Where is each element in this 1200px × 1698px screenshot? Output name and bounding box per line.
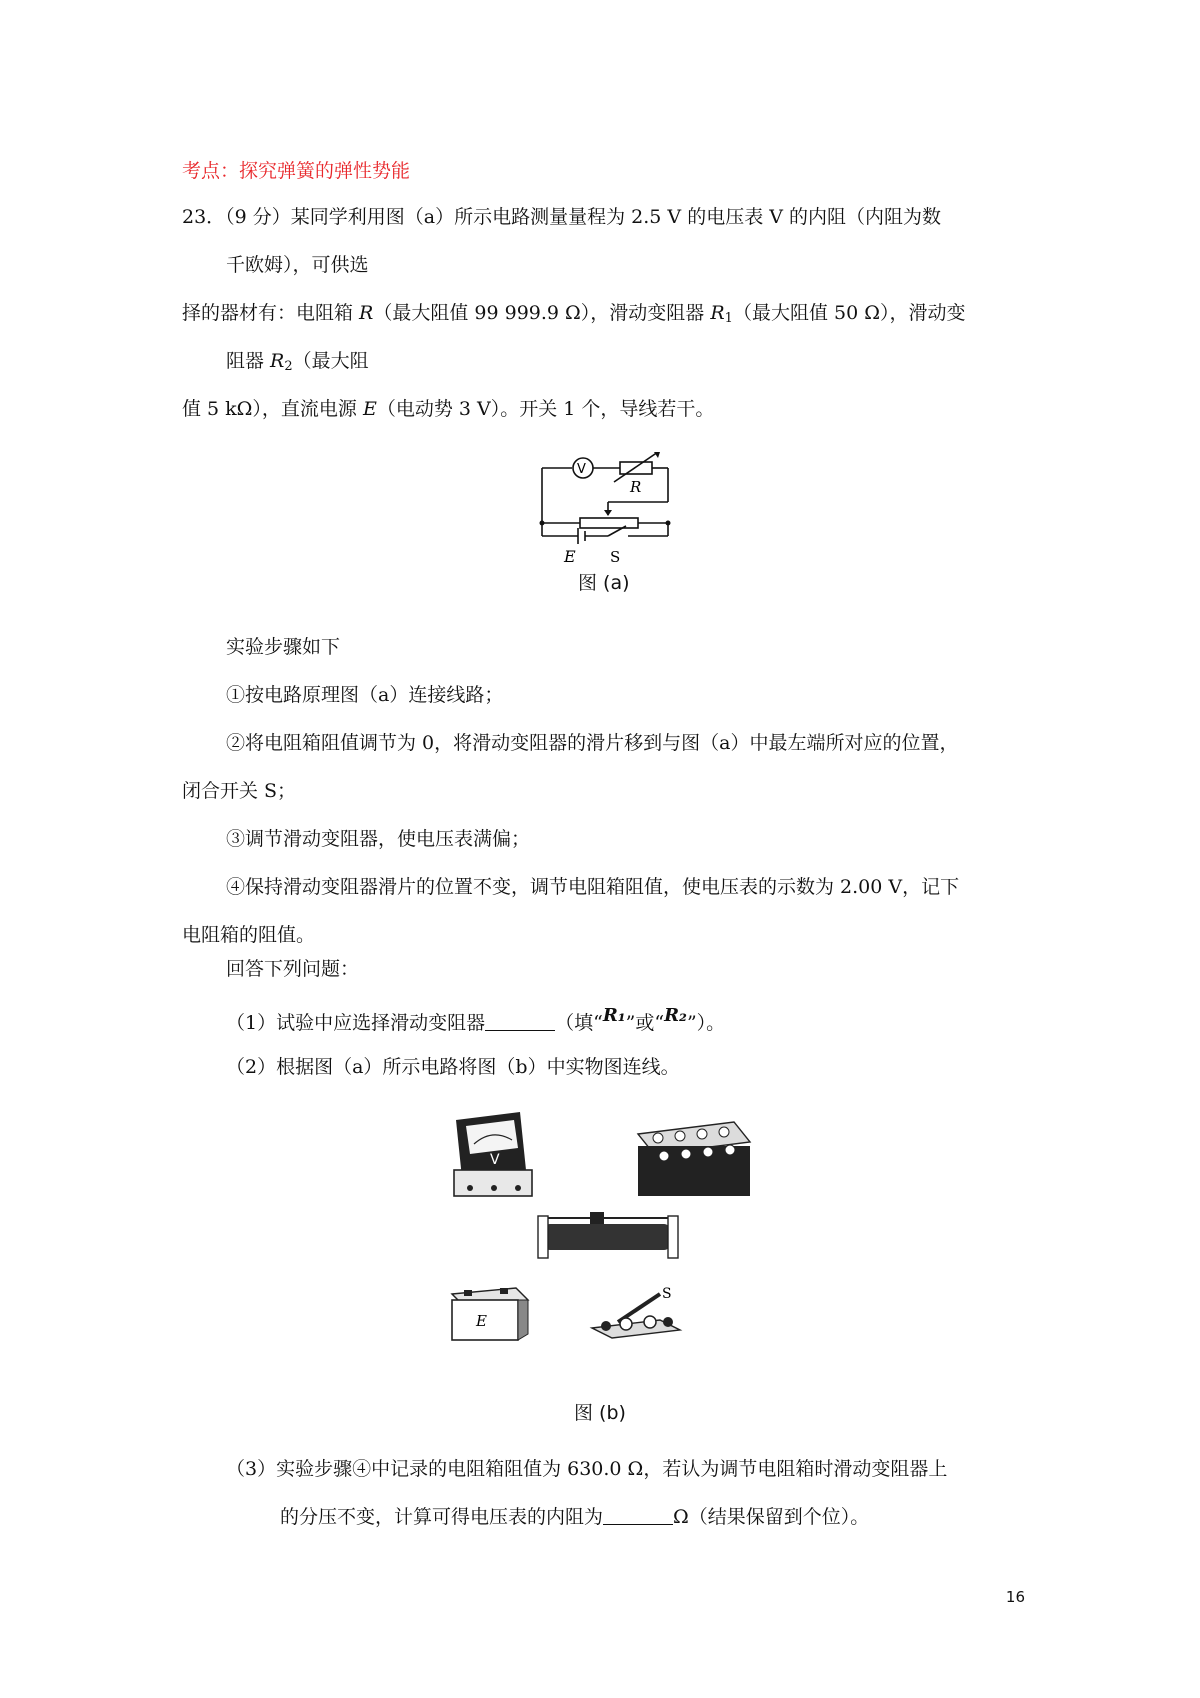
answer-blank-1[interactable]	[485, 1012, 555, 1031]
question-3-line2: 的分压不变，计算可得电压表的内阻为 Ω（结果保留到个位）。	[280, 1506, 870, 1528]
question-1: （1）试验中应选择滑动变阻器 （填“R₁”或“R₂”）。	[226, 1005, 726, 1034]
battery-drawing	[452, 1288, 528, 1340]
question-23-line2: 千欧姆），可供选	[226, 254, 369, 276]
step-4-line2: 电阻箱的阻值。	[182, 924, 316, 946]
figure-a-circuit	[530, 452, 680, 582]
step-2-line2: 闭合开关 S；	[182, 780, 297, 802]
switch-drawing-label: S	[662, 1286, 672, 1302]
step-3: ③调节滑动变阻器，使电压表满偏；	[226, 828, 531, 850]
rheostat-drawing	[538, 1212, 678, 1258]
step-2-line1: ②将电阻箱阻值调节为 0，将滑动变阻器的滑片移到与图（a）中最左端所对应的位置，	[226, 732, 959, 754]
resistance-box-drawing	[638, 1122, 750, 1196]
voltmeter-drawing-label: V	[490, 1152, 500, 1168]
step-4-line1: ④保持滑动变阻器滑片的位置不变，调节电阻箱阻值，使电压表的示数为 2.00 V，记下	[226, 876, 960, 898]
question-23-line1: 23．（9 分）某同学利用图（a）所示电路测量量程为 2.5 V 的电压表 V 的内阻（内阻为数	[182, 206, 941, 228]
resistor-label: R	[630, 478, 642, 496]
question-23-line3: 择的器材有：电阻箱 R（最大阻值 99 999.9 Ω），滑动变阻器 $R_1$（最大阻值 50 Ω），滑动变	[182, 302, 966, 326]
questions-intro: 回答下列问题：	[226, 958, 360, 980]
question-3-line1: （3）实验步骤④中记录的电阻箱阻值为 630.0 Ω，若认为调节电阻箱时滑动变阻器上	[226, 1458, 948, 1480]
voltmeter-label: V	[577, 462, 586, 477]
steps-intro: 实验步骤如下	[226, 636, 341, 658]
switch-drawing	[592, 1286, 680, 1338]
page-number: 16	[1005, 1588, 1025, 1606]
resistance-box-symbol	[620, 462, 652, 474]
figure-a-caption: 图 (a)	[578, 572, 630, 594]
battery-drawing-label: E	[476, 1312, 487, 1330]
question-23-line5: 值 5 kΩ），直流电源 E（电动势 3 V）。开关 1 个，导线若干。	[182, 398, 715, 420]
question-23-line4: 阻器 $R_2$（最大阻	[226, 350, 369, 374]
rheostat-symbol	[580, 518, 638, 528]
voltmeter-drawing	[454, 1112, 532, 1196]
r2-symbol: R₂	[664, 1005, 687, 1026]
answer-blank-3[interactable]	[603, 1506, 673, 1525]
question-2: （2）根据图（a）所示电路将图（b）中实物图连线。	[226, 1056, 680, 1078]
switch-label: S	[610, 548, 621, 566]
step-1: ①按电路原理图（a）连接线路；	[226, 684, 504, 706]
figure-b-apparatus	[440, 1112, 780, 1382]
topic-heading: 考点：探究弹簧的弹性势能	[182, 160, 411, 182]
figure-b-caption: 图 (b)	[574, 1402, 626, 1424]
r1-symbol: R₁	[602, 1005, 626, 1026]
source-label: E	[564, 547, 576, 566]
